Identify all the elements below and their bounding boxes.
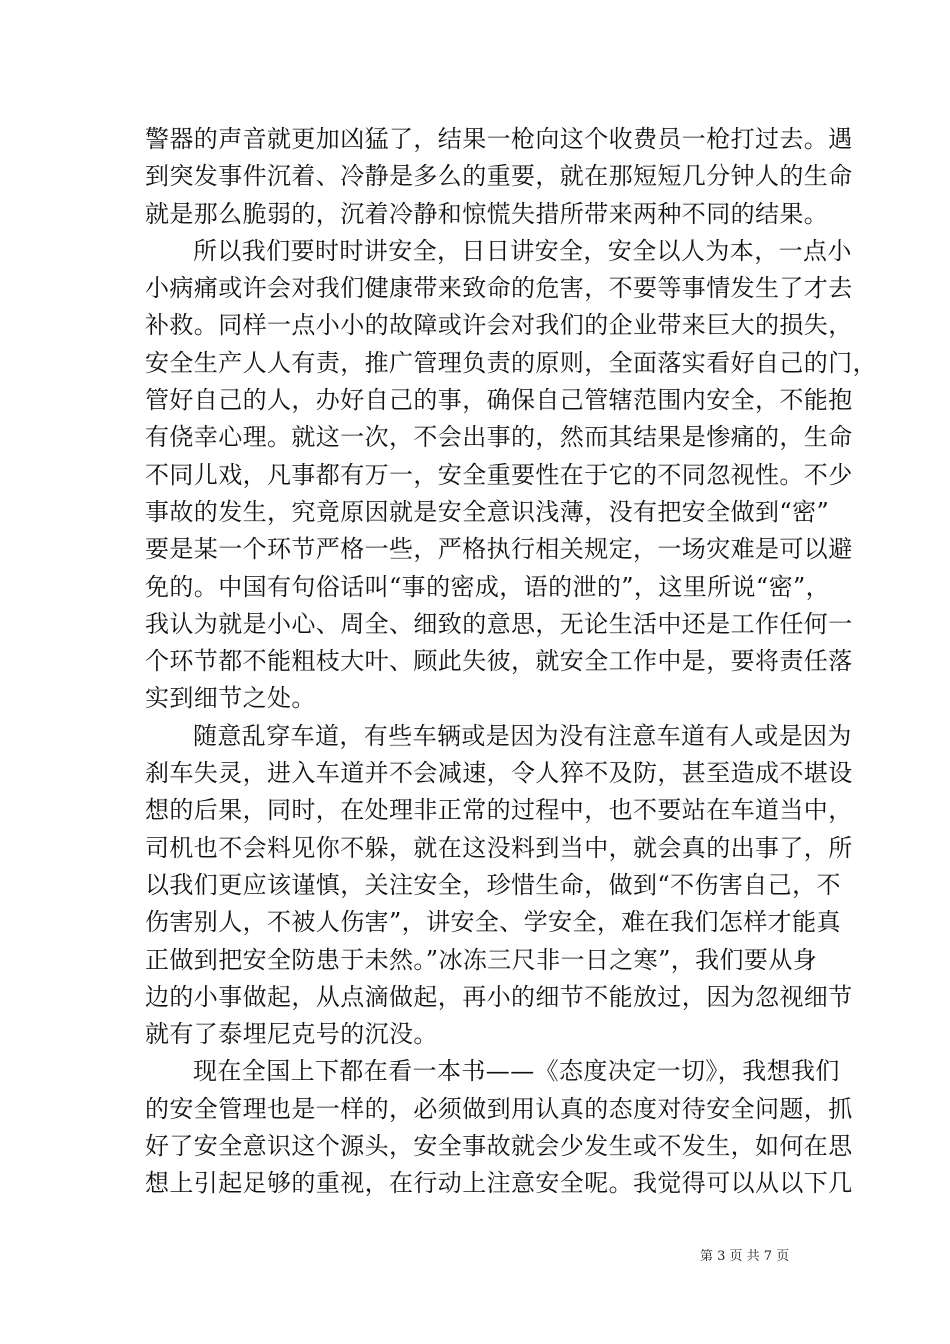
text-line: 想的后果，同时，在处理非正常的过程中，也不要站在车道当中， (145, 796, 853, 825)
page-number: 第 3 页 共 7 页 (700, 1249, 790, 1264)
text-line: 个环节都不能粗枝大叶、顾此失彼，就安全工作中是，要将责任落 (145, 647, 853, 676)
text-line: 以我们更应该谨慎，关注安全，珍惜生命，做到“不伤害自己，不 (145, 870, 841, 899)
text-line: 管好自己的人，办好自己的事，确保自己管辖范围内安全，不能抱 (145, 386, 853, 415)
paragraph-first-line: 现在全国上下都在看一本书——《态度决定一切》，我想我们 (193, 1057, 840, 1086)
text-line: 警器的声音就更加凶猛了，结果一枪向这个收费员一枪打过去。遇 (145, 125, 853, 153)
body-text (145, 121, 877, 1203)
text-line: 有侥幸心理。就这一次，不会出事的，然而其结果是惨痛的，生命 (145, 423, 853, 452)
text-line: 实到细节之处。 (145, 684, 316, 713)
text-line: 我认为就是小心、周全、细致的意思，无论生活中还是工作任何一 (145, 609, 853, 638)
text-line: 要是某一个环节严格一些，严格执行相关规定，一场灾难是可以避 (145, 535, 853, 564)
text-line: 安全生产人人有责，推广管理负责的原则，全面落实看好自己的门， (145, 348, 877, 377)
text-line: 就有了泰埋尼克号的沉没。 (145, 1020, 438, 1049)
text-line: 免的。中国有句俗话叫“事的密成，语的泄的”，这里所说“密”， (145, 572, 831, 601)
text-line: 好了安全意识这个源头，安全事故就会少发生或不发生，如何在思 (145, 1132, 853, 1161)
text-line: 刹车失灵，进入车道并不会减速，令人猝不及防，甚至造成不堪设 (145, 759, 853, 788)
text-line: 想上引起足够的重视，在行动上注意安全呢。我觉得可以从以下几 (145, 1169, 853, 1198)
text-line: 补救。同样一点小小的故障或许会对我们的企业带来巨大的损失， (145, 311, 853, 340)
text-line: 的安全管理也是一样的，必须做到用认真的态度对待安全问题，抓 (145, 1094, 853, 1123)
text-line: 正做到把安全防患于未然。”冰冻三尺非一日之寒”，我们要从身 (145, 945, 818, 974)
text-line: 到突发事件沉着、冷静是多么的重要，就在那短短几分钟人的生命 (145, 162, 853, 191)
text-line: 事故的发生，究竟原因就是安全意识浅薄，没有把安全做到“密” (145, 497, 830, 526)
text-line: 伤害别人，不被人伤害”，讲安全、学安全，难在我们怎样才能真 (145, 908, 841, 937)
paragraph-first-line: 所以我们要时时讲安全，日日讲安全，安全以人为本，一点小 (193, 236, 852, 265)
text-line: 司机也不会料见你不躲，就在这没料到当中，就会真的出事了，所 (145, 833, 853, 862)
paragraph-first-line: 随意乱穿车道，有些车辆或是因为没有注意车道有人或是因为 (193, 721, 852, 750)
text-line: 不同儿戏，凡事都有万一，安全重要性在于它的不同忽视性。不少 (145, 460, 853, 489)
text-line: 边的小事做起，从点滴做起，再小的细节不能放过，因为忽视细节 (145, 982, 853, 1011)
text-line: 就是那么脆弱的，沉着冷静和惊慌失措所带来两种不同的结果。 (145, 199, 829, 228)
text-line: 小病痛或许会对我们健康带来致命的危害，不要等事情发生了才去 (145, 274, 853, 303)
